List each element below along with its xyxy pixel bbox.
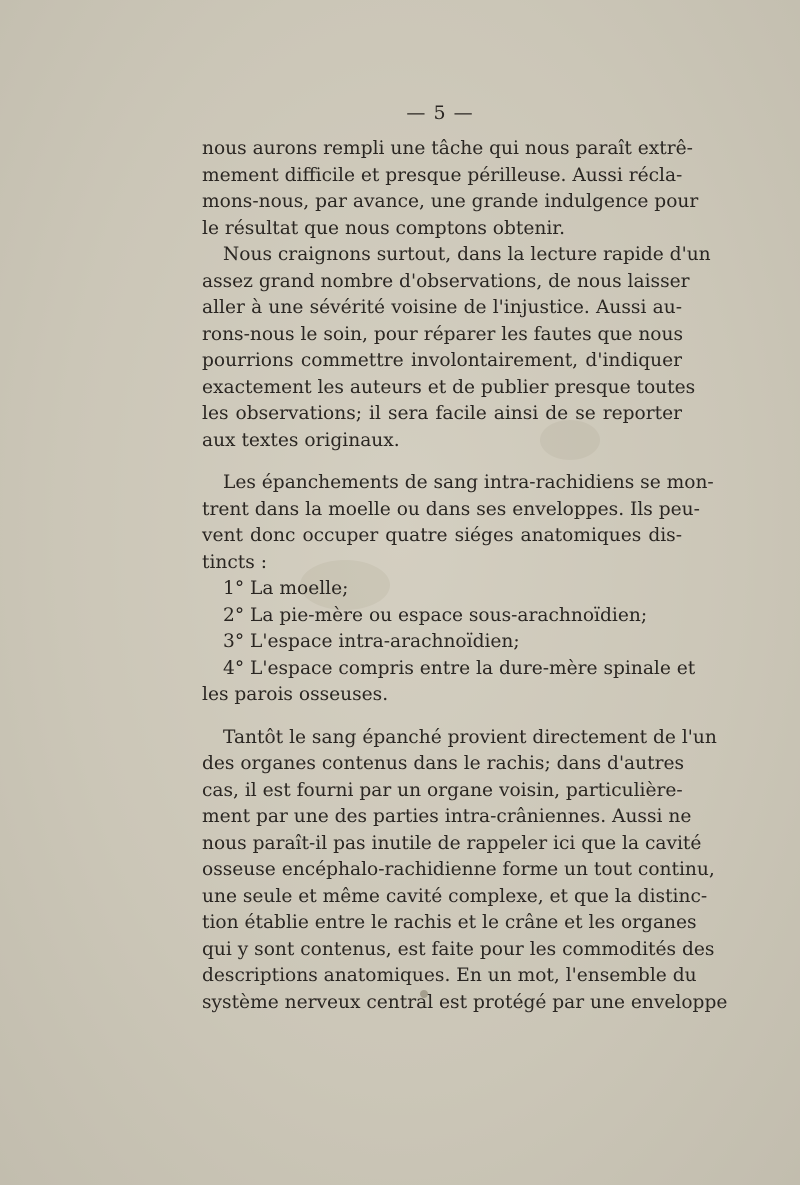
text-line: nous aurons rempli une tâche qui nous paraît extrê-: [202, 138, 693, 159]
text-line: rons-nous le soin, pour réparer les fautes que nous: [202, 323, 684, 345]
text-line: descriptions anatomiques. En un mot, l'ensemble du: [202, 965, 697, 986]
list-item: 4° L'espace compris entre la dure-mère spinale et: [223, 657, 696, 679]
section-gap: [202, 709, 682, 725]
section-gap: [202, 454, 682, 470]
text-line: assez grand nombre d'observations, de nous laisser: [202, 270, 690, 292]
text-line: des organes contenus dans le rachis; dans d'autres: [202, 753, 685, 774]
page-number: — 5 —: [406, 102, 474, 124]
text-line: une seule et même cavité complexe, et que la distinc-: [202, 885, 708, 907]
text-line: aller à une sévérité voisine de l'injustice. Aussi au-: [202, 297, 682, 318]
text-line: système nerveux central est protégé par une enveloppe: [202, 991, 728, 1013]
text-line: mons-nous, par avance, une grande indulgence pour: [202, 191, 699, 212]
list-item: 1° La moelle;: [223, 578, 349, 599]
text-line: pourrions commettre involontairement, d'indiquer: [202, 350, 682, 371]
text-line: cas, il est fourni par un organe voisin, particulière-: [202, 779, 683, 801]
text-line: nous paraît-il pas inutile de rappeler ici que la cavité: [202, 832, 702, 854]
text-line: qui y sont contenus, est faite pour les commodités des: [202, 938, 715, 960]
text-line: trent dans la moelle ou dans ses enveloppes. Ils peu-: [202, 498, 700, 520]
text-line: aux textes originaux.: [202, 429, 400, 451]
text-line: Tantôt le sang épanché provient directement de l'un: [223, 726, 717, 748]
text-line: ment par une des parties intra-crâniennes. Aussi ne: [202, 806, 692, 827]
text-line: le résultat que nous comptons obtenir.: [202, 217, 566, 239]
text-line: Les épanchements de sang intra-rachidiens se mon-: [223, 472, 714, 493]
text-line: osseuse encéphalo-rachidienne forme un tout continu,: [202, 859, 715, 880]
text-line: tion établie entre le rachis et le crâne et les organes: [202, 912, 697, 933]
text-line: les parois osseuses.: [202, 684, 389, 705]
text-line: Nous craignons surtout, dans la lecture rapide d'un: [223, 244, 711, 265]
text-line: exactement les auteurs et de publier presque toutes: [202, 376, 696, 398]
text-line: vent donc occuper quatre siéges anatomiques dis-: [202, 525, 682, 546]
text-line: tincts :: [202, 551, 267, 573]
text-line: les observations; il sera facile ainsi de se reporter: [202, 403, 682, 424]
text-line: mement difficile et presque périlleuse. Aussi récla-: [202, 164, 683, 186]
body-text: [202, 136, 728, 1016]
list-item: 2° La pie-mère ou espace sous-arachnoïdien;: [223, 604, 648, 626]
list-item: 3° L'espace intra-arachnoïdien;: [223, 631, 520, 652]
